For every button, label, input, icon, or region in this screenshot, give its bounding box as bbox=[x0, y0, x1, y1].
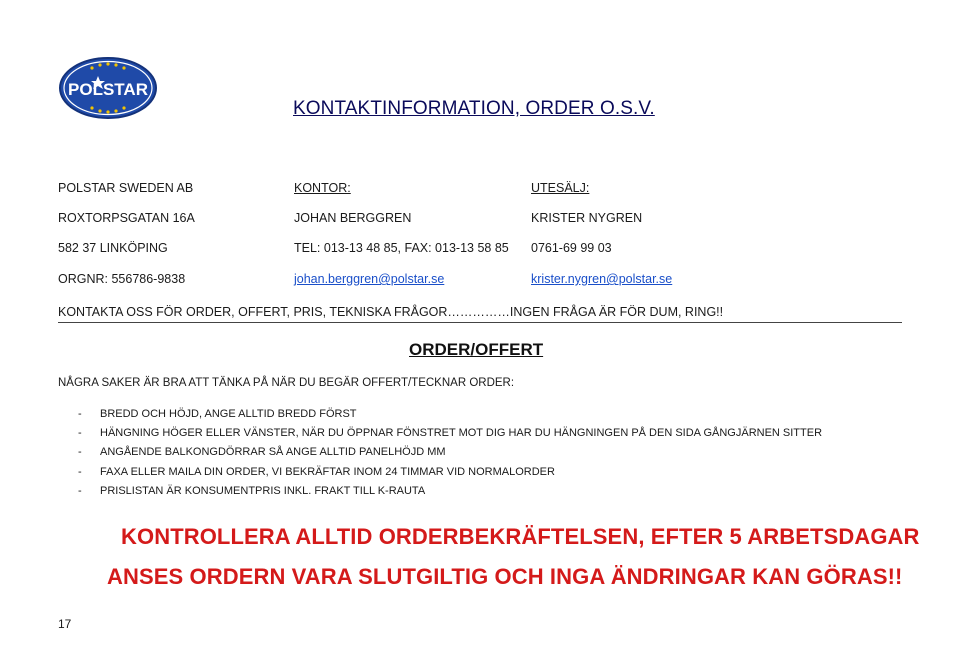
list-item bbox=[78, 482, 822, 501]
company-name: POLSTAR SWEDEN AB bbox=[58, 181, 194, 195]
warning-line-2: ANSES ORDERN VARA SLUTGILTIG OCH INGA ÄNDRINGAR KAN GÖRAS!! bbox=[107, 564, 903, 589]
contact-note: KONTAKTA OSS FÖR ORDER, OFFERT, PRIS, TEKNISKA FRÅGOR……………INGEN FRÅGA ÄR FÖR DUM, RING!! bbox=[58, 305, 724, 319]
order-heading: ORDER/OFFERT bbox=[409, 340, 544, 359]
office-contact-name: JOHAN BERGGREN bbox=[294, 211, 412, 225]
tip-text: FAXA ELLER MAILA DIN ORDER, VI BEKRÄFTAR INOM 24 TIMMAR VID NORMALORDER bbox=[100, 465, 555, 478]
logo-text: POLSTAR bbox=[68, 80, 148, 99]
office-email-link[interactable]: johan.berggren@polstar.se bbox=[294, 272, 445, 286]
polstar-logo bbox=[58, 56, 158, 120]
section-divider bbox=[58, 322, 902, 323]
order-intro: NÅGRA SAKER ÄR BRA ATT TÄNKA PÅ NÄR DU BEGÄR OFFERT/TECKNAR ORDER: bbox=[58, 377, 515, 389]
office-header: KONTOR: bbox=[294, 181, 351, 195]
page-number: 17 bbox=[58, 617, 72, 631]
list-item bbox=[78, 443, 822, 462]
order-tips-list bbox=[78, 405, 822, 501]
list-item bbox=[78, 463, 822, 482]
office-phone-fax: TEL: 013-13 48 85, FAX: 013-13 58 85 bbox=[294, 241, 509, 255]
list-marker: - bbox=[78, 427, 82, 440]
list-marker: - bbox=[78, 465, 82, 478]
sales-email-link[interactable]: krister.nygren@polstar.se bbox=[531, 272, 673, 286]
page-title: KONTAKTINFORMATION, ORDER O.S.V. bbox=[293, 98, 655, 119]
tip-text: BREDD OCH HÖJD, ANGE ALLTID BREDD FÖRST bbox=[100, 408, 357, 420]
sales-contact-name: KRISTER NYGREN bbox=[531, 211, 643, 225]
warning-line-1: KONTROLLERA ALLTID ORDERBEKRÄFTELSEN, EFTER 5 ARBETSDAGAR bbox=[121, 524, 920, 549]
tip-text: ANGÅENDE BALKONGDÖRRAR SÅ ANGE ALLTID PANELHÖJD MM bbox=[100, 446, 446, 459]
tip-text: PRISLISTAN ÄR KONSUMENTPRIS INKL. FRAKT TILL K-RAUTA bbox=[100, 484, 426, 497]
list-marker: - bbox=[78, 408, 82, 420]
polstar-logo-graphic bbox=[58, 56, 158, 120]
list-marker: - bbox=[78, 446, 82, 459]
list-item bbox=[78, 424, 822, 443]
list-item bbox=[78, 405, 822, 424]
company-orgnr: ORGNR: 556786-9838 bbox=[58, 272, 186, 286]
list-marker: - bbox=[78, 484, 82, 497]
company-city: 582 37 LINKÖPING bbox=[58, 241, 168, 255]
sales-phone: 0761-69 99 03 bbox=[531, 241, 612, 255]
company-street: ROXTORPSGATAN 16A bbox=[58, 211, 195, 225]
sales-header: UTESÄLJ: bbox=[531, 181, 590, 195]
tip-text: HÄNGNING HÖGER ELLER VÄNSTER, NÄR DU ÖPPNAR FÖNSTRET MOT DIG HAR DU HÄNGNINGEN PÅ DEN SIDA GÅNGJÄRNEN SITTER bbox=[100, 427, 823, 440]
